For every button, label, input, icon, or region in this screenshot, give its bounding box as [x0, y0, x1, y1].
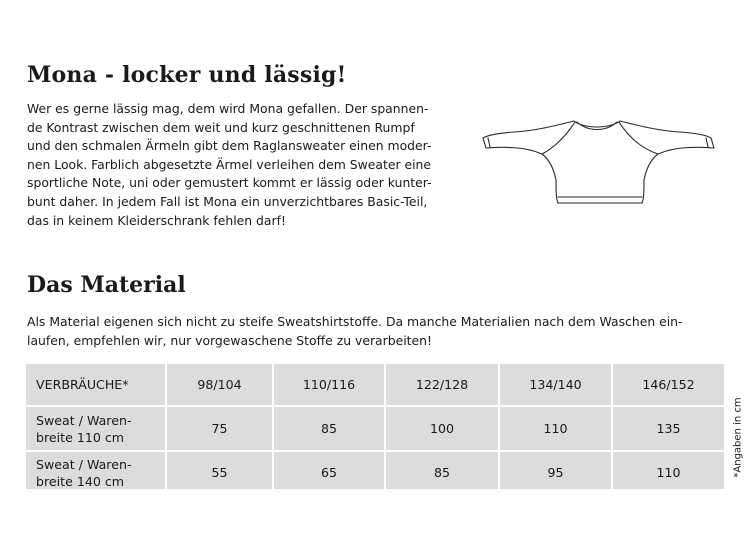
- intro-line: de Kontrast zwischen dem weit und kurz geschnittenen Rumpf: [27, 119, 415, 135]
- table-cell: 85: [385, 451, 499, 493]
- intro-line: sportliche Note, uni oder gemustert kommt er lässig oder kunter-: [27, 175, 432, 191]
- size-header: 134/140: [499, 364, 612, 406]
- row-label-line: Sweat / Waren-: [36, 412, 132, 428]
- table-cell: 65: [273, 451, 385, 493]
- consumption-table: [26, 364, 724, 489]
- intro-line: und den schmalen Ärmeln gibt dem Raglansweater einen moder-: [27, 138, 432, 154]
- table-cell: 110: [499, 406, 612, 451]
- table-cell: 85: [273, 406, 385, 451]
- table-row: [26, 406, 724, 451]
- intro-line: bunt daher. In jedem Fall ist Mona ein unverzichtbares Basic-Teil,: [27, 193, 428, 209]
- material-line: Als Material eigenen sich nicht zu steife Sweatshirtstoffe. Da manche Materialien nach dem Waschen ein-: [27, 314, 683, 329]
- units-note: [729, 382, 747, 492]
- sweater-illustration: [478, 100, 716, 216]
- row-label-line: breite 140 cm: [36, 473, 125, 489]
- page-title: Mona - locker und lässig!: [27, 62, 347, 88]
- row-label: [26, 451, 166, 493]
- size-header: 98/104: [166, 364, 273, 406]
- size-header: 122/128: [385, 364, 499, 406]
- units-note-text: *Angaben in cm: [732, 396, 744, 478]
- intro-paragraph: [27, 100, 432, 230]
- size-header: 110/116: [273, 364, 385, 406]
- table-cell: 135: [612, 406, 724, 451]
- table-header-row: [26, 364, 724, 406]
- table-cell: 75: [166, 406, 273, 451]
- table-cell: 55: [166, 451, 273, 493]
- table-cell: 95: [499, 451, 612, 493]
- material-line: laufen, empfehlen wir, nur vorgewaschene Stoffe zu verarbeiten!: [27, 332, 432, 348]
- table-cell: 100: [385, 406, 499, 451]
- intro-line: das in keinem Kleiderschrank fehlen darf!: [27, 212, 286, 228]
- row-label-line: breite 110 cm: [36, 429, 125, 445]
- table-header-label: VERBRÄUCHE*: [36, 377, 129, 392]
- size-header: 146/152: [612, 364, 724, 406]
- material-paragraph: [27, 313, 683, 350]
- table-row: [26, 451, 724, 493]
- row-label: [26, 406, 166, 451]
- row-label-line: Sweat / Waren-: [36, 456, 132, 472]
- material-heading: Das Material: [27, 272, 186, 298]
- intro-line: Wer es gerne lässig mag, dem wird Mona gefallen. Der spannen-: [27, 101, 429, 116]
- table-cell: 110: [612, 451, 724, 493]
- intro-line: nen Look. Farblich abgesetzte Ärmel verleihen dem Sweater eine: [27, 156, 432, 172]
